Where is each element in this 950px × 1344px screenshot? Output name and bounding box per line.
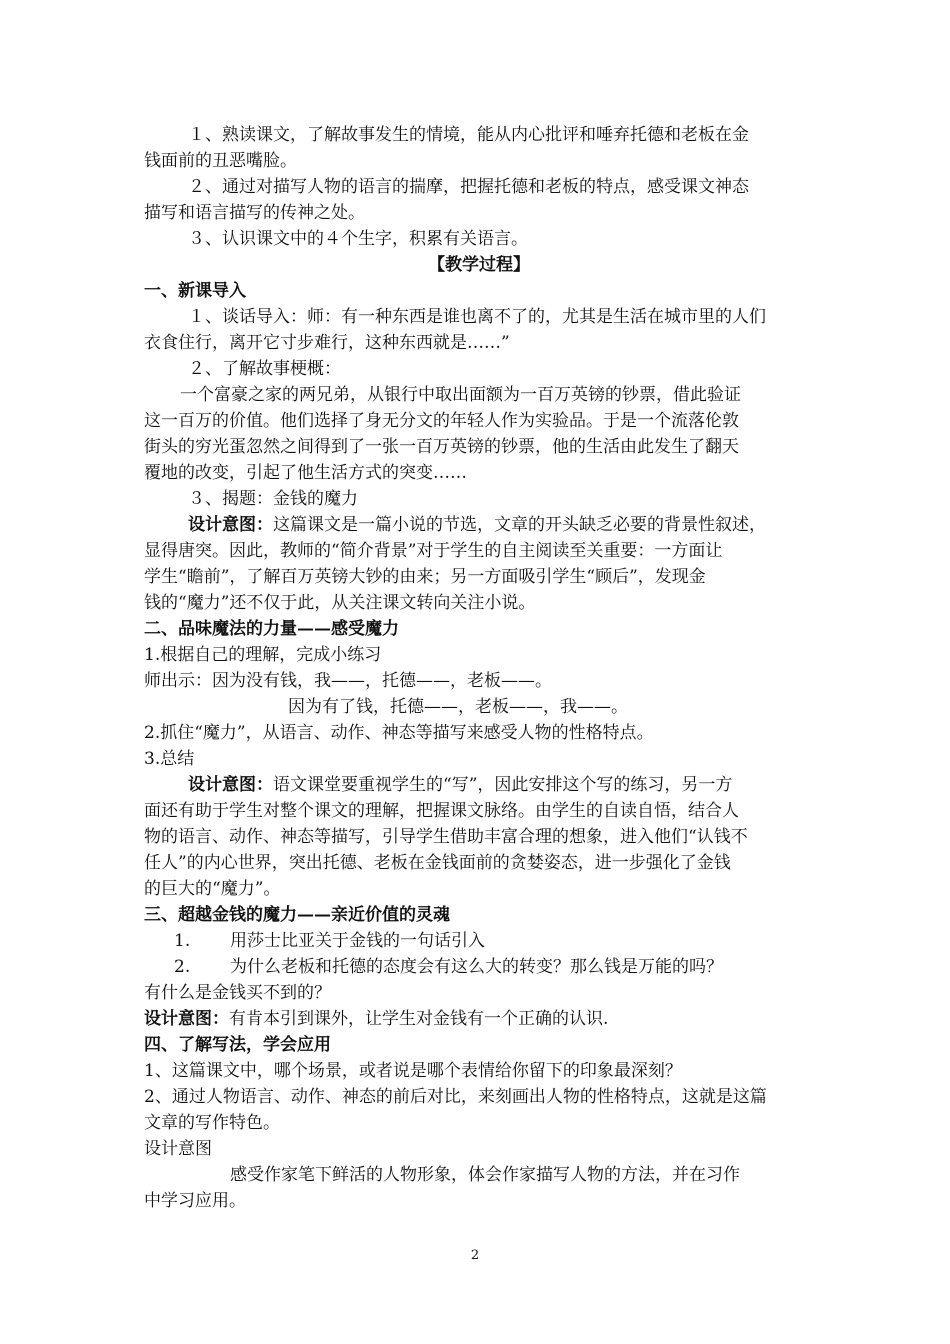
- page-number: 2: [470, 1248, 480, 1263]
- s2-exercise-line-2: 因为有了钱，托德——，老板——，我——。: [288, 697, 628, 717]
- s4-design-line-1: 感受作家笔下鲜活的人物形象，体会作家描写人物的方法，并在习作: [230, 1165, 740, 1185]
- s2-exercise-line-1: 师出示：因为没有钱，我——，托德——，老板——。: [144, 671, 552, 691]
- s3-item-2-text: 为什么老板和托德的态度会有这么大的转变？那么钱是万能的吗？: [230, 957, 723, 977]
- s1-design-line-4: 钱的“魔力”还不仅于此，从关注课文转向关注小说。: [144, 593, 536, 613]
- s1-design-text: 这篇课文是一篇小说的节选，文章的开头缺乏必要的背景性叙述，: [273, 515, 766, 535]
- s3-item-2: [144, 954, 814, 980]
- s2-design-line-5: 的巨大的“魔力”。: [144, 879, 281, 899]
- section-3-heading: 三、超越金钱的魔力——亲近价值的灵魂: [144, 905, 450, 925]
- s3-design-label: 设计意图：: [144, 1009, 229, 1029]
- s2-design-line-2: 面还有助于学生对整个课文的理解，把握课文脉络。由学生的自读自悟，结合人: [144, 801, 739, 821]
- s1-design-line-3: 学生“瞻前”，了解百万英镑大钞的由来；另一方面吸引学生“顾后”，发现金: [144, 567, 706, 587]
- s2-design-text: 语文课堂要重视学生的“写”，因此安排这个写的练习，另一方: [273, 775, 733, 795]
- s1-summary-line-2: 这一百万的价值。他们选择了身无分文的年轻人作为实验品。于是一个流落伦敦: [144, 411, 739, 431]
- s2-design-line-1: [144, 772, 814, 798]
- s1-topic: ３、揭题：金钱的魔力: [188, 489, 358, 509]
- s4-design-line-2: 中学习应用。: [144, 1191, 246, 1211]
- objective-2-line-2: 描写和语言描写的传神之处。: [144, 203, 365, 223]
- objective-3: ３、认识课文中的４个生字，积累有关语言。: [188, 229, 528, 249]
- s3-design-line: [144, 1006, 814, 1032]
- s1-summary-line-1: 一个富豪之家的两兄弟，从银行中取出面额为一百万英镑的钞票，借此验证: [180, 385, 741, 405]
- s4-item-1: 1、这篇课文中，哪个场景，或者说是哪个表情给你留下的印象最深刻？: [144, 1061, 682, 1081]
- s4-item-2-line-1: 2、通过人物语言、动作、神态的前后对比，来刻画出人物的性格特点，这就是这篇: [144, 1087, 767, 1107]
- s2-item-2: 2.抓住“魔力”，从语言、动作、神态等描写来感受人物的性格特点。: [144, 723, 654, 743]
- s1-summary-line-4: 覆地的改变，引起了他生活方式的突变……: [144, 463, 467, 483]
- process-title: 【教学过程】: [428, 255, 530, 275]
- s2-item-3: 3.总结: [144, 749, 195, 769]
- s1-intro-line-2: 衣食住行，离开它寸步难行，这种东西就是……”: [144, 333, 510, 353]
- objective-1-line-2: 钱面前的丑恶嘴脸。: [144, 151, 297, 171]
- document-body: [144, 122, 814, 1214]
- s2-design-line-4: 任人”的内心世界，突出托德、老板在金钱面前的贪婪姿态，进一步强化了金钱: [144, 853, 731, 873]
- objective-1-line-1: １、熟读课文，了解故事发生的情境，能从内心批评和唾弃托德和老板在金: [188, 125, 749, 145]
- section-4-heading: 四、了解写法，学会应用: [144, 1035, 331, 1055]
- s3-item-1-number: 1.: [174, 931, 191, 951]
- s2-design-label: 设计意图：: [188, 775, 273, 795]
- section-1-heading: 一、新课导入: [144, 281, 246, 301]
- s3-design-text: 有肯本引到课外，让学生对金钱有一个正确的认识.: [229, 1009, 609, 1029]
- s3-item-1: [144, 928, 814, 954]
- section-2-heading: 二、品味魔法的力量——感受魔力: [144, 619, 399, 639]
- s3-item-2-number: 2.: [174, 957, 191, 977]
- s1-summary-line-3: 街头的穷光蛋忽然之间得到了一张一百万英镑的钞票，他的生活由此发生了翻天: [144, 437, 739, 457]
- s4-design-label: 设计意图: [144, 1139, 212, 1159]
- s3-item-1-text: 用莎士比亚关于金钱的一句话引入: [230, 931, 485, 951]
- s1-design-line-2: 显得唐突。因此，教师的“简介背景”对于学生的自主阅读至关重要：一方面让: [144, 541, 723, 561]
- objective-2-line-1: ２、通过对描写人物的语言的揣摩，把握托德和老板的特点，感受课文神态: [188, 177, 749, 197]
- s1-intro-line-1: １、谈话导入：师：有一种东西是谁也离不了的，尤其是生活在城市里的人们: [188, 307, 766, 327]
- s2-design-line-3: 物的语言、动作、神态等描写，引导学生借助丰富合理的想象，进入他们“认钱不: [144, 827, 748, 847]
- s1-summary-label: ２、了解故事梗概：: [188, 359, 341, 379]
- s1-design-line-1: [144, 512, 814, 538]
- s4-item-2-line-2: 文章的写作特色。: [144, 1113, 280, 1133]
- s3-item-2-continued: 有什么是金钱买不到的？: [144, 983, 331, 1003]
- s1-design-label: 设计意图：: [188, 515, 273, 535]
- s2-item-1: 1.根据自己的理解，完成小练习: [144, 645, 382, 665]
